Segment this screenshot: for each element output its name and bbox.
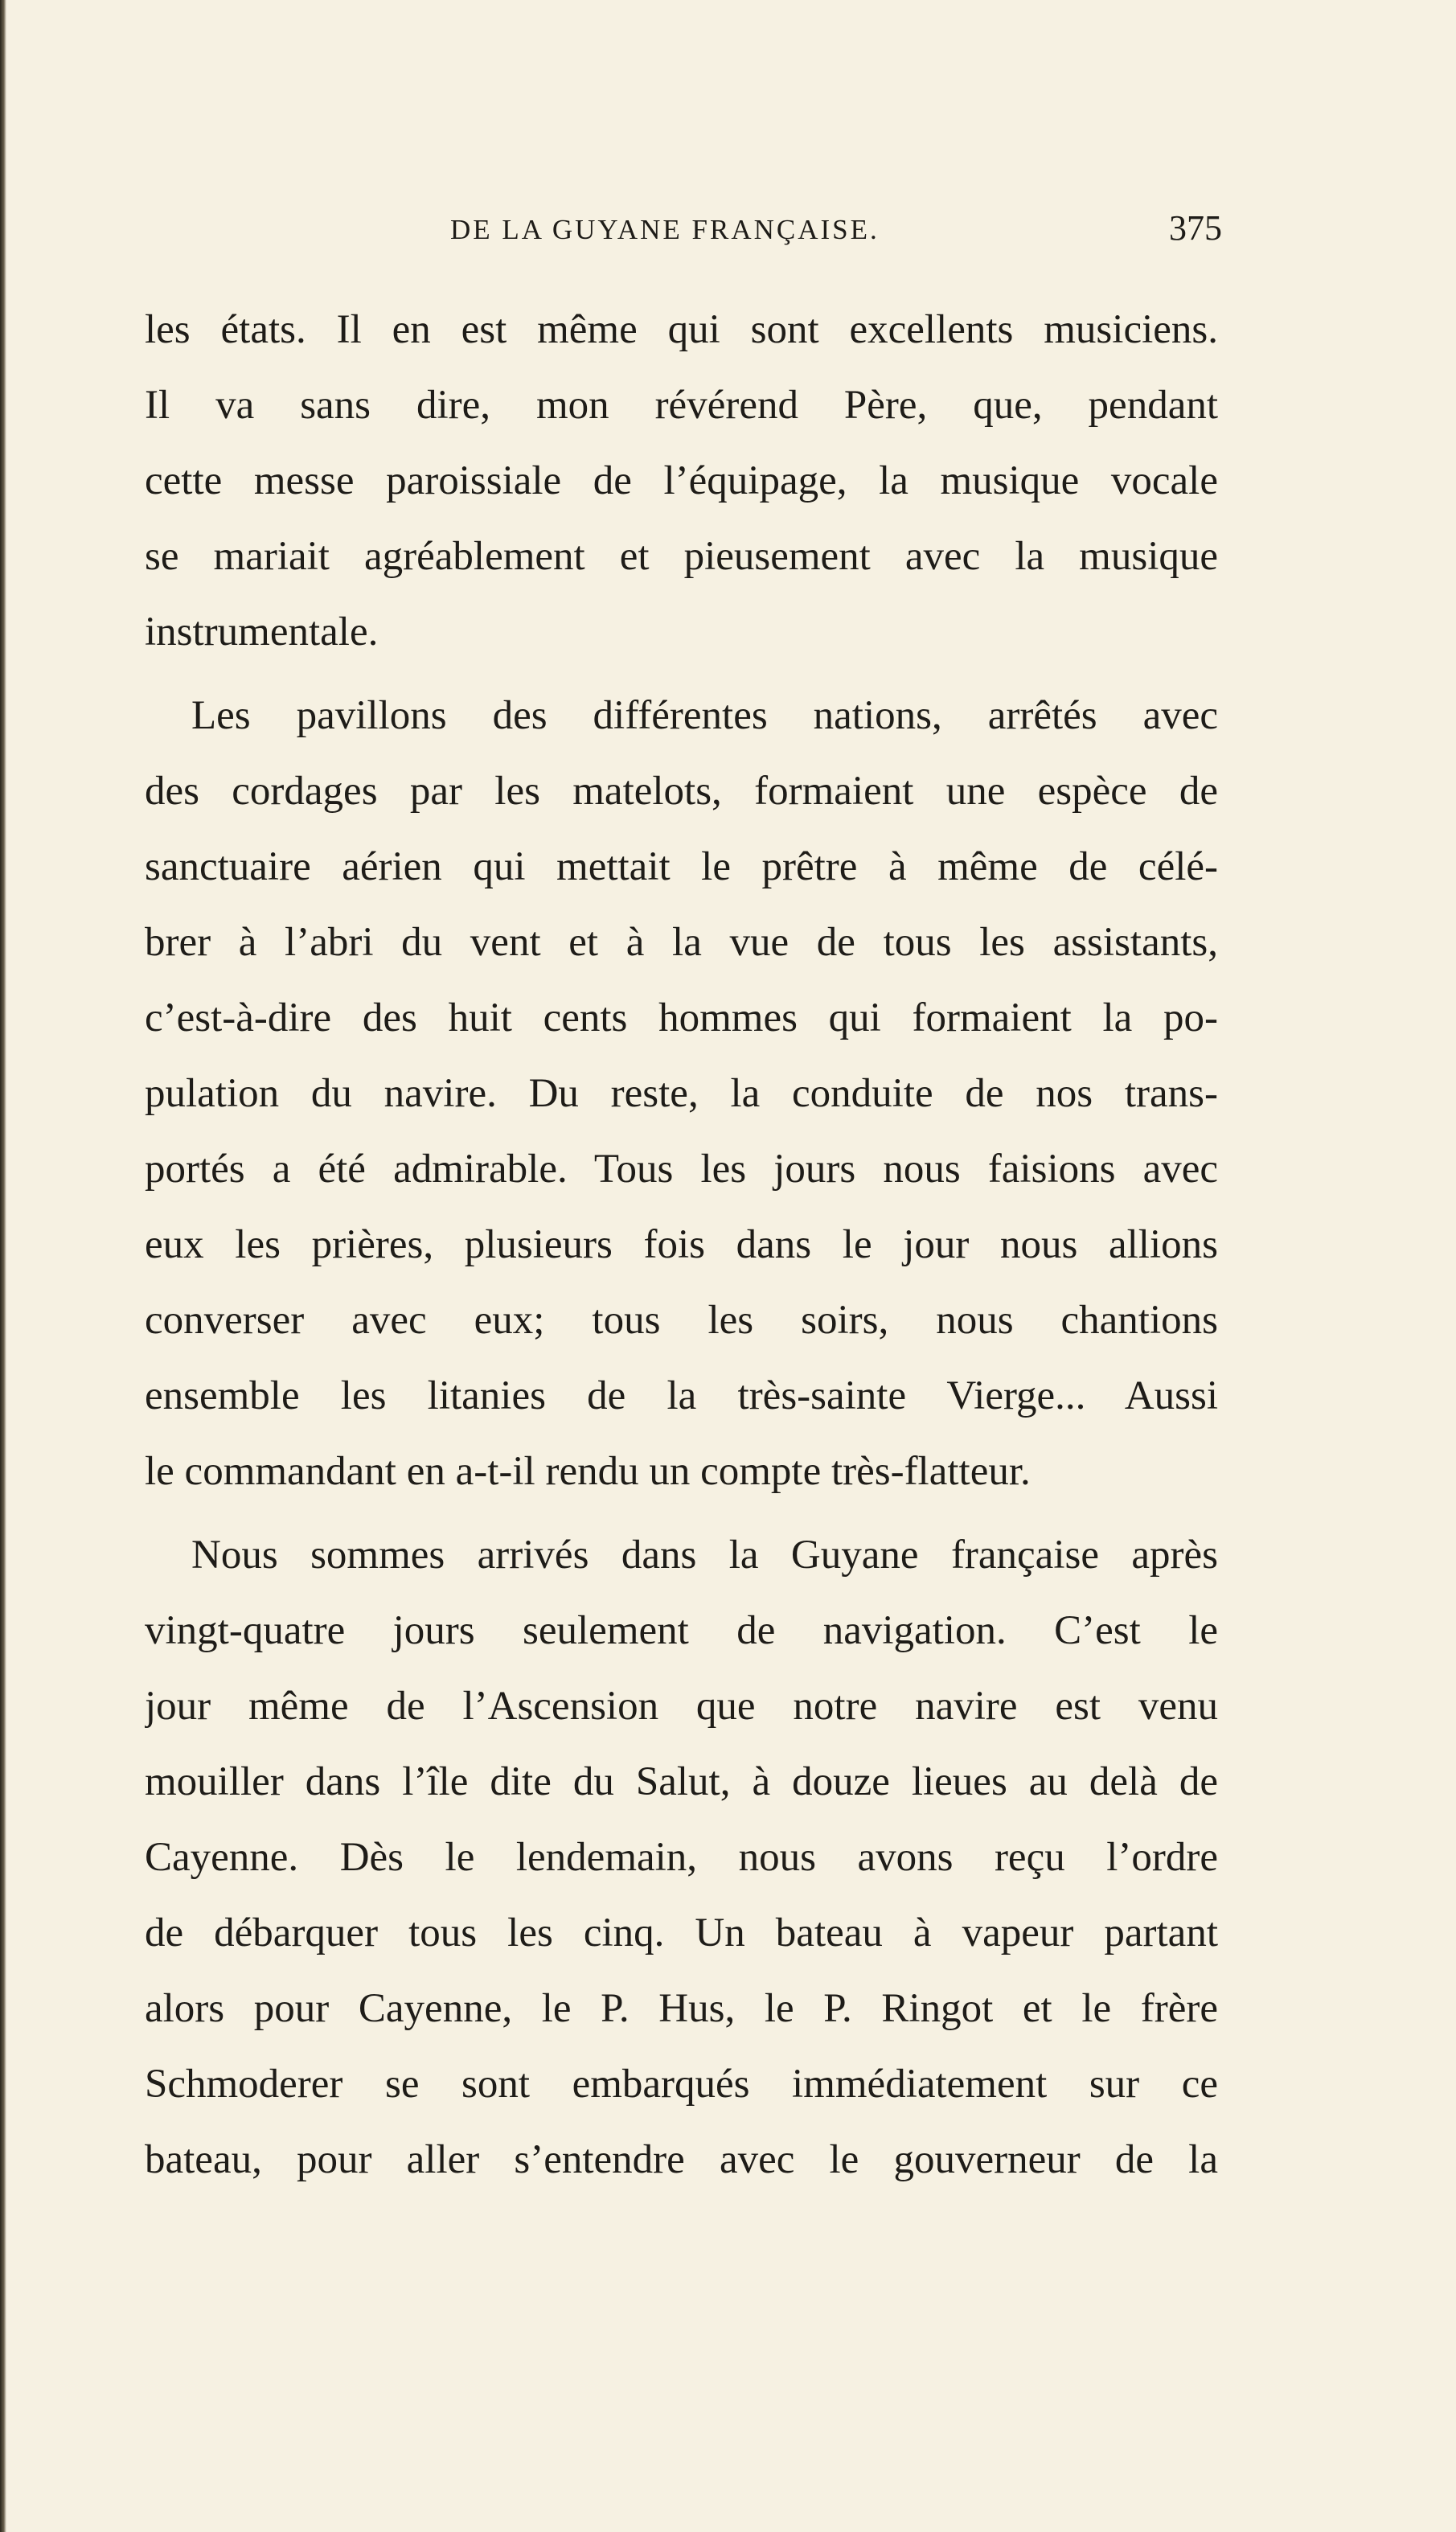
text-line: Schmoderer se sont embarqués immédiatement sur ce [145, 2062, 1218, 2107]
page-number: 375 [1169, 208, 1222, 248]
text-line: portés a été admirable. Tous les jours nous faisions avec [145, 1147, 1218, 1192]
body-text [145, 292, 1218, 2198]
text-line: eux les prières, plusieurs fois dans le jour nous allions [145, 1222, 1218, 1267]
paragraph [145, 292, 1218, 670]
text-line: bateau, pour aller s’entendre avec le gouverneur de la [145, 2137, 1218, 2182]
text-line: Cayenne. Dès le lendemain, nous avons reçu l’ordre [145, 1835, 1218, 1880]
text-line: mouiller dans l’île dite du Salut, à douze lieues au delà de [145, 1759, 1218, 1804]
text-line: vingt-quatre jours seulement de navigation. C’est le [145, 1608, 1218, 1653]
running-head: DE LA GUYANE FRANÇAISE. [450, 214, 880, 245]
text-line: c’est-à-dire des huit cents hommes qui formaient la po- [145, 995, 1218, 1040]
text-line: des cordages par les matelots, formaient une espèce de [145, 769, 1218, 814]
text-line: les états. Il en est même qui sont excellents musiciens. [145, 307, 1218, 352]
text-line: Il va sans dire, mon révérend Père, que, pendant [145, 383, 1218, 428]
text-line: jour même de l’Ascension que notre navire est venu [145, 1684, 1218, 1729]
text-line: Nous sommes arrivés dans la Guyane française après [191, 1533, 1218, 1578]
paragraph [145, 678, 1218, 1509]
text-line: se mariait agréablement et pieusement avec la musique [145, 534, 1218, 579]
page-header [145, 207, 1222, 256]
paragraph [145, 1517, 1218, 2198]
text-line: cette messe paroissiale de l’équipage, la musique vocale [145, 458, 1218, 503]
text-line: ensemble les litanies de la très-sainte Vierge... Aussi [145, 1373, 1218, 1418]
text-line: instrumentale. [145, 609, 379, 655]
text-line: brer à l’abri du vent et à la vue de tous les assistants, [145, 920, 1218, 965]
text-line: pulation du navire. Du reste, la conduite de nos trans- [145, 1071, 1218, 1116]
text-line: sanctuaire aérien qui mettait le prêtre à même de célé- [145, 844, 1218, 889]
text-line: alors pour Cayenne, le P. Hus, le P. Ringot et le frère [145, 1986, 1218, 2031]
page-binding-edge [0, 0, 6, 2532]
text-line: le commandant en a-t-il rendu un compte très-flatteur. [145, 1449, 1031, 1494]
text-line: converser avec eux; tous les soirs, nous chantions [145, 1298, 1218, 1343]
text-line: Les pavillons des différentes nations, arrêtés avec [191, 693, 1218, 738]
text-line: de débarquer tous les cinq. Un bateau à vapeur partant [145, 1910, 1218, 1955]
